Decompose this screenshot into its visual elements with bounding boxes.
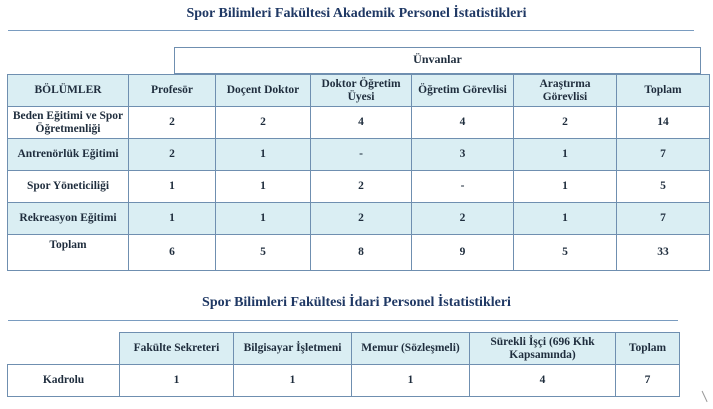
column-header: Toplam — [616, 333, 680, 365]
total-row — [8, 235, 710, 271]
table-cell: 4 — [311, 107, 412, 139]
table-cell: 4 — [470, 365, 616, 397]
department-cell: Spor Yöneticiliği — [8, 171, 129, 203]
table-cell: 5 — [216, 235, 311, 271]
corner-mark — [702, 390, 710, 402]
table-cell: 1 — [120, 365, 234, 397]
table-header-row — [8, 333, 680, 365]
table-cell: 1 — [216, 203, 311, 235]
table-row — [8, 139, 710, 171]
table-cell: 1 — [234, 365, 352, 397]
table-header-row — [8, 75, 710, 107]
table-row — [8, 171, 710, 203]
table-cell: 1 — [352, 365, 470, 397]
title-divider — [8, 30, 694, 31]
column-header: Sürekli İşçi (696 Khk Kapsamında) — [470, 333, 616, 365]
table-cell: 1 — [216, 171, 311, 203]
empty-corner-cell — [8, 333, 120, 365]
department-cell: Rekreasyon Eğitimi — [8, 203, 129, 235]
table-cell: 2 — [514, 107, 617, 139]
column-header: Öğretim Görevlisi — [412, 75, 514, 107]
table-cell: 2 — [216, 107, 311, 139]
academic-title: Spor Bilimleri Fakültesi Akademik Personel İstatistikleri — [186, 6, 527, 21]
column-header: Memur (Sözleşmeli) — [352, 333, 470, 365]
table-cell: 14 — [617, 107, 710, 139]
table-row — [8, 203, 710, 235]
column-header: Doktor Öğretim Üyesi — [311, 75, 412, 107]
table-cell: 9 — [412, 235, 514, 271]
table-cell: 8 — [311, 235, 412, 271]
column-header: Profesör — [129, 75, 216, 107]
row-label: Kadrolu — [8, 365, 120, 397]
column-header: Araştırma Görevlisi — [514, 75, 617, 107]
table-cell: 2 — [311, 171, 412, 203]
title-divider — [8, 320, 678, 321]
academic-staff-table — [7, 74, 710, 271]
table-cell: 4 — [412, 107, 514, 139]
table-cell: - — [311, 139, 412, 171]
department-cell: Beden Eğitimi ve Spor Öğretmenliği — [8, 107, 129, 139]
table-cell: 5 — [617, 171, 710, 203]
column-header: Bilgisayar İşletmeni — [234, 333, 352, 365]
table-cell: 3 — [412, 139, 514, 171]
table-cell: - — [412, 171, 514, 203]
total-label: Toplam — [8, 235, 129, 271]
administrative-title: Spor Bilimleri Fakültesi İdari Personel İstatistikleri — [202, 295, 511, 310]
table-cell: 1 — [514, 203, 617, 235]
table-cell: 7 — [616, 365, 680, 397]
table-row — [8, 107, 710, 139]
group-header-unvanlar: Ünvanlar — [174, 47, 701, 74]
column-header: BÖLÜMLER — [8, 75, 129, 107]
table-row — [8, 365, 680, 397]
table-cell: 2 — [129, 139, 216, 171]
table-cell: 1 — [514, 171, 617, 203]
table-cell: 2 — [311, 203, 412, 235]
administrative-staff-table — [7, 332, 680, 397]
column-header: Fakülte Sekreteri — [120, 333, 234, 365]
table-cell: 6 — [129, 235, 216, 271]
table-cell: 1 — [216, 139, 311, 171]
table-cell: 1 — [129, 171, 216, 203]
table-cell: 1 — [129, 203, 216, 235]
table-cell: 5 — [514, 235, 617, 271]
column-header: Doçent Doktor — [216, 75, 311, 107]
column-header: Toplam — [617, 75, 710, 107]
table-cell: 2 — [412, 203, 514, 235]
department-cell: Antrenörlük Eğitimi — [8, 139, 129, 171]
table-cell: 7 — [617, 203, 710, 235]
table-cell: 1 — [514, 139, 617, 171]
table-cell: 33 — [617, 235, 710, 271]
table-cell: 2 — [129, 107, 216, 139]
table-cell: 7 — [617, 139, 710, 171]
